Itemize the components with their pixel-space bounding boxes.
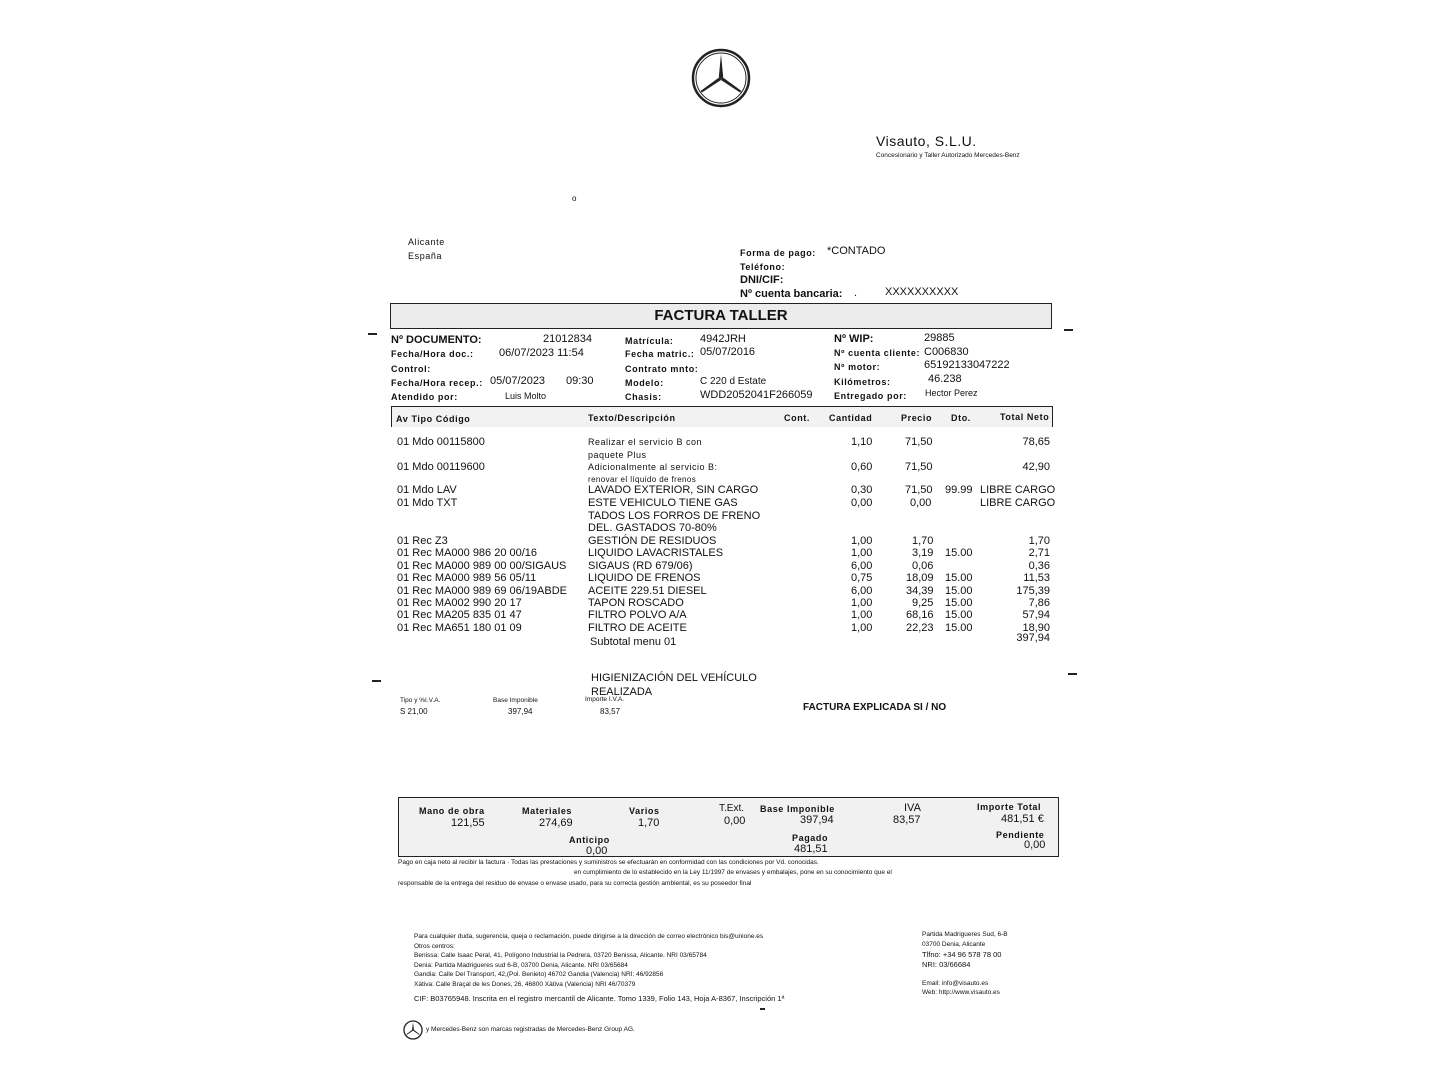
note-line-1: HIGIENIZACIÓN DEL VEHÍCULO [591,672,757,684]
pendiente-label: Pendiente [996,830,1045,840]
vat-base-value: 397,94 [508,707,533,716]
pendiente-value: 0,00 [1024,839,1046,851]
row-continuation: paquete Plus [588,450,647,460]
matricula-label: Matrícula: [625,336,674,346]
client-country: España [408,251,443,261]
vat-importe-value: 83,57 [600,707,621,716]
atendido-label: Atendido por: [391,392,458,402]
legal-line-3: responsable de la entrega del residuo de envase o envase usado, para su correcta gestión ambiental, es su poseedor final [398,880,752,887]
client-city: Alicante [408,237,445,247]
margin-mark [760,1008,765,1010]
modelo-label: Modelo: [625,378,664,388]
header-cont: Cont. [784,413,810,423]
text-value: 0,00 [724,815,746,827]
varios-label: Varios [629,806,660,816]
footer-otros-centros: Otros centros: [414,943,455,950]
company-name: Visauto, S.L.U. [876,133,977,149]
address-web: Web: http://www.visauto.es [922,989,1000,996]
margin-mark [1064,329,1073,331]
motor-label: Nº motor: [834,362,881,372]
entregado-value: Hector Perez [925,388,978,398]
title-box [390,303,1052,329]
mercedes-logo-icon [690,47,752,109]
table-row: 01 Rec MA002 990 20 17 TAPON ROSCADO 1,00 9,25 15.00 7,86 [397,597,1050,609]
chasis-value: WDD2052041F266059 [700,389,813,401]
stray-mark: o [572,194,577,203]
fmatric-value: 05/07/2016 [700,346,756,358]
matricula-value: 4942JRH [700,333,746,345]
base-imponible-label: Base Imponible [760,804,835,814]
header-precio: Precio [901,413,933,423]
header-cantidad: Cantidad [829,413,873,423]
control-label: Control: [391,364,431,374]
recep-time: 09:30 [566,375,594,387]
row-continuation: renovar el líquido de frenos [588,475,697,484]
note-line-2: REALIZADA [591,686,653,698]
fecha-doc-label: Fecha/Hora doc.: [391,349,474,359]
wip-label: Nº WIP: [834,333,874,345]
recep-date: 05/07/2023 [490,375,546,387]
footer-center-benissa: Benissa: Calle Isaac Peral, 41, Polígono Industrial la Pedrera, 03720 Benissa, Alicante. NRI 03/65784 [414,952,707,959]
table-row: 01 Mdo 00115800 Realizar el servicio B con 1,10 71,50 78,65 [397,436,1050,448]
materiales-value: 274,69 [539,817,573,829]
row-continuation: DEL. GASTADOS 70-80% [588,522,717,534]
margin-mark [372,680,381,682]
table-row: 01 Rec MA651 180 01 09 FILTRO DE ACEITE 1,00 22,23 15.00 18,90 [397,622,1050,634]
text-label: T.Ext. [719,803,745,814]
table-row: 01 Mdo 00119600 Adicionalmente al servicio B: 0,60 71,50 42,90 [397,461,1050,473]
wip-value: 29885 [924,332,955,344]
km-value: 46.238 [928,373,962,385]
header-dto: Dto. [951,413,971,423]
cuenta-cliente-value: C006830 [924,346,969,358]
address-phone: Tlfno: +34 96 578 78 00 [922,950,1002,959]
vat-tipo-label: Tipo y %I.V.A. [400,697,441,704]
address-line-1: Partida Madrigueres Sud, 6-B [922,931,1008,938]
iva-label: IVA [904,802,921,814]
cuenta-bancaria-label: Nº cuenta bancaria: [740,288,843,300]
cuenta-dot: . [854,287,858,299]
telefono-label: Teléfono: [740,262,786,272]
recep-label: Fecha/Hora recep.: [391,378,483,388]
motor-value: 65192133047222 [924,359,1010,371]
table-header [391,406,1053,427]
pagado-label: Pagado [792,833,829,843]
footer-center-denia: Denia: Partida Madrigueres sud 6-B, 03700 Denia, Alicante. NRI 03/65684 [414,962,628,969]
table-row: 01 Rec Z3 GESTIÓN DE RESIDUOS 1,00 1,70 1,70 [397,535,1050,547]
base-imponible-value: 397,94 [800,814,834,826]
table-row: 01 Mdo TXT ESTE VEHICULO TIENE GAS 0,00 0,00 LIBRE CARGO [397,497,1056,509]
footer-cif: CIF: B03765948. Inscrita en el registro mercantil de Alicante. Tomo 1339, Folio 143, Hoja A-8367, Inscripción 1ª [414,994,785,1003]
address-email: Email: info@visauto.es [922,980,989,987]
iva-value: 83,57 [893,814,921,826]
address-nri: NRI: 03/66684 [922,960,971,969]
fecha-doc-value: 06/07/2023 11:54 [499,347,584,359]
entregado-label: Entregado por: [834,391,907,401]
footer-center-xativa: Xàtiva: Calle Braçal de les Dones, 26, 46800 Xàtiva (Valencia) NRI 46/70379 [414,981,636,988]
documento-label: Nº DOCUMENTO: [391,334,482,346]
table-row: 01 Rec MA205 835 01 47 FILTRO POLVO A/A 1,00 68,16 15.00 57,94 [397,609,1050,621]
forma-pago-value: *CONTADO [827,245,886,257]
vat-importe-label: Importe I.V.A. [585,696,625,703]
importe-total-value: 481,51 € [1001,813,1044,825]
factura-explicada: FACTURA EXPLICADA SI / NO [803,702,947,713]
mercedes-small-logo-icon [403,1020,423,1040]
row-continuation: TADOS LOS FORROS DE FRENO [588,510,761,522]
mano-obra-value: 121,55 [451,817,485,829]
vat-tipo-value: S 21,00 [400,707,428,716]
margin-mark [368,333,377,335]
documento-value: 21012834 [543,333,592,345]
km-label: Kilómetros: [834,377,891,387]
subtotal-value: 397,94 [1016,632,1050,644]
varios-value: 1,70 [638,817,660,829]
table-row: 01 Rec MA000 989 69 06/19ABDE ACEITE 229.51 DIESEL 6,00 34,39 15.00 175,39 [397,585,1050,597]
dni-label: DNI/CIF: [740,274,784,286]
mano-obra-label: Mano de obra [419,806,485,816]
legal-line-2: en cumplimiento de lo establecido en la Ley 11/1997 de envases y embalajes, pone en su conocimiento que el [574,869,892,876]
atendido-value: Luis Molto [505,391,547,401]
cuenta-cliente-label: Nº cuenta cliente: [834,348,921,358]
contrato-label: Contrato mnto: [625,364,699,374]
footer-center-gandia: Gandia: Calle Del Transport, 42,(Pol. Benieto) 46702 Gandia (Valencia) NRI: 46/92856 [414,971,664,978]
brand-notice: y Mercedes-Benz son marcas registradas de Mercedes-Benz Group AG. [426,1026,635,1033]
vat-base-label: Base Imponible [493,697,538,704]
anticipo-label: Anticipo [569,835,610,845]
header-codigo: Av Tipo Código [396,414,471,424]
legal-line-1: Pago en caja neto al recibir la factura · Todas las prestaciones y suministros se efectuarán en conformidad con las condiciones por Vd. conocidas. [398,859,819,866]
table-row: 01 Rec MA000 989 00 00/SIGAUS SIGAUS (RD 679/06) 6,00 0,06 0,36 [397,560,1050,572]
importe-total-label: Importe Total [977,802,1042,812]
header-total: Total Neto [1000,412,1050,422]
invoice-title: FACTURA TALLER [654,307,788,324]
company-tagline: Concesionario y Taller Autorizado Mercedes-Benz [876,152,1020,159]
forma-pago-label: Forma de pago: [740,248,816,258]
table-row: 01 Rec MA000 989 56 05/11 LIQUIDO DE FRENOS 0,75 18,09 15.00 11,53 [397,572,1050,584]
subtotal-label: Subtotal menu 01 [590,636,677,648]
footer-contact: Para cualquier duda, sugerencia, queja o reclamación, puede dirigirse a la dirección de correo electrónico bis@unione.es [414,933,764,940]
table-row: 01 Mdo LAV LAVADO EXTERIOR, SIN CARGO 0,30 71,50 99.99 LIBRE CARGO [397,484,1056,496]
cuenta-bancaria-value: XXXXXXXXXX [885,286,959,298]
table-row: 01 Rec MA000 986 20 00/16 LIQUIDO LAVACRISTALES 1,00 3,19 15.00 2,71 [397,547,1050,559]
header-descripcion: Texto/Descripción [588,413,676,423]
modelo-value: C 220 d Estate [700,376,767,387]
fmatric-label: Fecha matric.: [625,349,695,359]
address-line-2: 03700 Denia, Alicante [922,941,986,948]
totals-box [398,797,1059,857]
chasis-label: Chasis: [625,392,662,402]
pagado-value: 481,51 [794,843,828,855]
margin-mark [1068,673,1077,675]
materiales-label: Materiales [522,806,573,816]
anticipo-value: 0,00 [586,845,608,857]
